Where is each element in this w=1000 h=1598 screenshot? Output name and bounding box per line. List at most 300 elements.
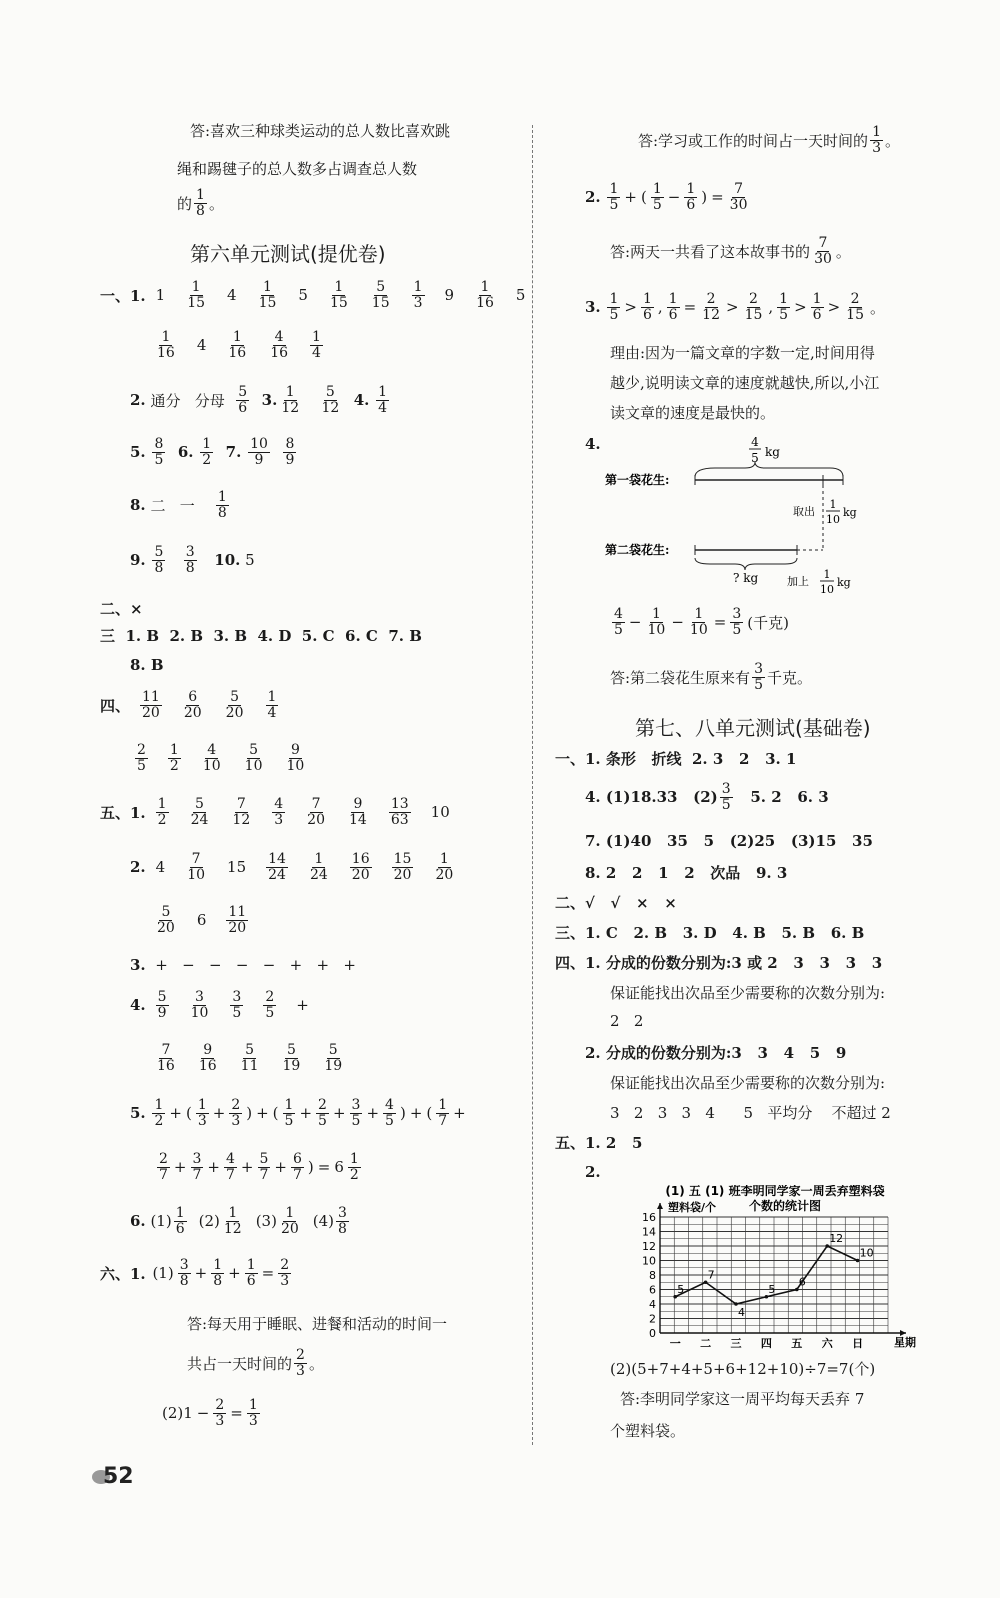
- denominator: 63: [390, 811, 409, 828]
- data-label: 6: [798, 1275, 806, 1289]
- diagram-top-numerator: 4: [751, 435, 759, 449]
- expr-token: +: [366, 1104, 380, 1123]
- fraction: [216, 490, 229, 520]
- value: 9: [444, 286, 455, 305]
- denominator: 5: [265, 1004, 275, 1021]
- denominator: 5: [652, 196, 662, 213]
- fraction: [389, 797, 411, 827]
- s3: [100, 625, 422, 646]
- answer-text: 答:喜欢三种球类运动的总人数比喜欢跳: [190, 122, 451, 140]
- r9: [610, 1012, 643, 1030]
- section-title: 第六单元测试(提优卷): [190, 242, 386, 266]
- expr-token: ): [246, 1104, 253, 1123]
- text: 读文章的速度是最快的。: [610, 404, 776, 422]
- fraction: [266, 852, 288, 882]
- denominator: 3: [215, 1412, 225, 1429]
- fraction: [189, 990, 211, 1020]
- r1: [555, 748, 796, 769]
- denominator: 9: [285, 451, 295, 468]
- fraction: [641, 292, 654, 322]
- fraction: [201, 743, 223, 773]
- fraction: [248, 437, 270, 467]
- numerator: 5: [195, 796, 204, 812]
- fraction: [156, 990, 169, 1020]
- numerator: 13: [390, 796, 409, 812]
- denominator: 12: [281, 399, 300, 416]
- expr-token: =: [317, 1158, 331, 1177]
- expr-token: −: [671, 613, 684, 632]
- denominator: 10: [187, 866, 206, 883]
- fraction: [239, 1043, 261, 1073]
- numerator: 7: [818, 235, 828, 251]
- denominator: 8: [213, 1272, 223, 1289]
- s5-q4-row1: [130, 990, 319, 1020]
- fraction: [383, 1098, 396, 1128]
- value: +: [296, 996, 309, 1015]
- fraction: [667, 292, 680, 322]
- denominator: 20: [157, 919, 175, 936]
- diagram-take-label: 取出: [793, 505, 815, 518]
- section-title: 第七、八单元测试(基础卷): [635, 716, 871, 740]
- r6: [555, 922, 864, 943]
- fraction: [266, 690, 279, 720]
- text: 保证能找出次品至少需要称的次数分别为:: [610, 984, 886, 1002]
- numerator: 3: [192, 1151, 202, 1167]
- diagram-brace-bottom: [695, 558, 797, 570]
- numerator: 1: [232, 329, 242, 345]
- denominator: 15: [846, 306, 864, 323]
- fraction: [844, 292, 866, 322]
- denominator: 20: [393, 866, 412, 883]
- denominator: 5: [137, 757, 146, 774]
- r-q3-reason3: [610, 402, 775, 423]
- numerator: 1: [191, 279, 201, 295]
- denominator: 10: [689, 621, 708, 638]
- numerator: 10: [250, 436, 268, 452]
- fraction: [350, 852, 372, 882]
- diagram-add-label: 加上: [787, 575, 809, 588]
- text: (4): [312, 1212, 335, 1231]
- fraction: [155, 1043, 177, 1073]
- numerator: 5: [161, 904, 171, 920]
- numerator: 6: [188, 689, 198, 705]
- denominator: 3: [280, 1272, 290, 1289]
- text: 答:两天一共看了这本故事书的: [610, 242, 811, 261]
- diagram-add-numerator: 1: [823, 568, 831, 581]
- denominator: 16: [270, 344, 289, 361]
- q8: [130, 490, 231, 520]
- numerator: 16: [351, 851, 370, 867]
- r14-label: [585, 1163, 601, 1181]
- numerator: 1: [334, 279, 344, 295]
- denominator: 30: [814, 250, 832, 267]
- denominator: 7: [259, 1166, 269, 1183]
- diagram-add-unit: kg: [837, 576, 851, 589]
- denominator: 6: [812, 306, 822, 323]
- diagram-unknown: ? kg: [733, 571, 759, 585]
- data-label: 5: [768, 1282, 776, 1296]
- fraction: [140, 690, 162, 720]
- numerator: 2: [215, 1397, 225, 1413]
- numerator: 1: [248, 1397, 258, 1413]
- question-label: 六、1.: [100, 1264, 146, 1283]
- fraction: [291, 1152, 304, 1182]
- s6-ans1: [187, 1313, 447, 1334]
- answer-line: [177, 158, 417, 179]
- expr-token: 6: [334, 1158, 344, 1177]
- expr-token: +: [228, 1264, 241, 1283]
- denominator: 16: [228, 344, 247, 361]
- q9-q10: [130, 545, 255, 575]
- denominator: 4: [267, 704, 277, 721]
- numerator: 3: [195, 989, 204, 1005]
- numerator: 5: [328, 1042, 338, 1058]
- text: 的: [177, 194, 193, 213]
- numerator: 11: [228, 904, 247, 920]
- expr-token: >: [827, 298, 841, 317]
- numerator: 1: [263, 279, 272, 295]
- diagram-bag2-label: 第二袋花生:: [605, 543, 670, 557]
- expr-token: +: [207, 1158, 220, 1177]
- numerator: 1: [686, 181, 696, 197]
- s5-q4-row2: [145, 1043, 354, 1073]
- fraction: [230, 797, 252, 827]
- r-q2: [585, 182, 752, 212]
- fraction: [152, 437, 165, 467]
- q5-q7: [130, 437, 298, 467]
- numerator: 7: [734, 181, 744, 197]
- fraction: [135, 743, 148, 773]
- denominator: 8: [196, 202, 205, 219]
- denominator: 4: [378, 399, 388, 416]
- fraction: [294, 1348, 307, 1378]
- r-q3: [585, 292, 887, 322]
- text: 答:第二袋花生原来有: [610, 668, 751, 687]
- fraction: [258, 1152, 271, 1182]
- numerator: 8: [285, 436, 295, 452]
- text: [369, 391, 374, 409]
- numerator: 1: [213, 1257, 223, 1273]
- expr-token: −: [196, 1404, 210, 1423]
- value: 5: [298, 286, 308, 305]
- text: 答:学习或工作的时间占一天时间的: [638, 131, 869, 150]
- y-axis-label: 塑料袋/个: [668, 1201, 717, 1214]
- s5-row2: [130, 852, 465, 882]
- question-label: 3.: [130, 956, 146, 974]
- expr-token: 。: [870, 298, 886, 317]
- fraction: [651, 182, 664, 212]
- fraction: [247, 1398, 260, 1428]
- question-label: 3.: [251, 391, 278, 410]
- expr-token: (: [426, 1104, 433, 1123]
- fraction: [182, 690, 204, 720]
- y-tick-label: 14: [642, 1225, 656, 1239]
- text: 千克。: [766, 668, 812, 687]
- denominator: 24: [309, 866, 328, 883]
- s1-row1: [100, 280, 535, 310]
- numerator: 5: [154, 544, 164, 560]
- question-label: 2.: [130, 391, 146, 410]
- value: 6: [196, 911, 207, 930]
- denominator: 2: [154, 1112, 164, 1129]
- numerator: 2: [749, 291, 758, 307]
- numerator: 2: [265, 989, 275, 1005]
- value: 15: [227, 858, 247, 877]
- text: [601, 188, 606, 206]
- numerator: 1: [161, 329, 171, 345]
- fraction: [245, 1258, 258, 1288]
- denominator: 10: [190, 1004, 209, 1021]
- numerator: 9: [290, 742, 300, 758]
- denominator: 12: [232, 811, 251, 828]
- fraction: [279, 1206, 301, 1236]
- r11: [610, 1072, 885, 1093]
- text: (3): [255, 1212, 277, 1231]
- numerator: 9: [203, 1042, 213, 1058]
- numerator: 1: [609, 291, 619, 307]
- numerator: 2: [296, 1347, 305, 1363]
- numerator: 1: [285, 1205, 295, 1221]
- numerator: 1: [609, 181, 619, 197]
- question-label: 5.: [130, 1104, 146, 1123]
- text: [272, 443, 282, 461]
- denominator: 5: [351, 1112, 361, 1129]
- fraction: [168, 743, 181, 773]
- fraction: [224, 1152, 237, 1182]
- answer-text: 绳和踢毽子的总人数多占调查总人数: [177, 160, 418, 178]
- expr-token: =: [713, 613, 727, 632]
- fraction: [224, 690, 246, 720]
- x-tick-label: 四: [760, 1337, 772, 1350]
- text: 。: [884, 131, 900, 150]
- numerator: 1: [246, 1257, 256, 1273]
- denominator: 2: [157, 811, 167, 828]
- text: 四、1. 分成的份数分别为:3 或 2 3 3 3 3: [555, 954, 883, 972]
- r-q2-ans: [610, 236, 851, 266]
- denominator: 16: [157, 1057, 175, 1074]
- text: 二、√ √ × ×: [555, 894, 677, 912]
- y-tick-label: 12: [642, 1240, 656, 1253]
- fraction: [870, 125, 883, 155]
- fraction: [155, 905, 177, 935]
- s5-q3: [130, 956, 356, 974]
- fraction: [268, 330, 290, 360]
- denominator: 15: [187, 294, 206, 311]
- text: 通分 分母: [145, 391, 235, 410]
- numerator: 5: [157, 989, 167, 1005]
- answer-text: 答:每天用于睡眠、进餐和活动的时间一: [187, 1315, 448, 1333]
- expr-token: +: [274, 1158, 287, 1177]
- denominator: 24: [190, 811, 209, 828]
- denominator: 10: [202, 757, 221, 774]
- value: 4: [155, 858, 166, 877]
- fraction: [752, 662, 765, 692]
- expr-token: (2)1: [162, 1404, 193, 1423]
- numerator: 5: [230, 689, 240, 705]
- denominator: 5: [732, 621, 742, 638]
- numerator: 2: [850, 291, 860, 307]
- fraction: [684, 182, 697, 212]
- text: 5. 2 6. 3: [734, 788, 829, 807]
- fraction: [156, 797, 169, 827]
- numerator: 1: [314, 851, 324, 867]
- denominator: 11: [240, 1057, 259, 1074]
- expr-token: +: [453, 1104, 466, 1123]
- numerator: 8: [154, 436, 164, 452]
- denominator: 8: [154, 559, 164, 576]
- question-label: 四、: [100, 696, 131, 715]
- text: 。: [835, 242, 851, 261]
- fraction: [230, 990, 243, 1020]
- denominator: 7: [226, 1166, 235, 1183]
- x-tick-label: 二: [700, 1337, 712, 1350]
- numerator: 1: [652, 181, 662, 197]
- question-label: 2.: [585, 1163, 601, 1181]
- fraction: [263, 990, 276, 1020]
- numerator: 1: [668, 291, 678, 307]
- numerator: 9: [353, 796, 363, 812]
- expr-token: =: [683, 298, 697, 317]
- fraction: [322, 1043, 344, 1073]
- question-label: 8.: [130, 496, 146, 515]
- denominator: 6: [238, 399, 248, 416]
- x-axis-label: 星期: [894, 1336, 916, 1349]
- fraction: [174, 1206, 187, 1236]
- fraction: [730, 607, 743, 637]
- s1-row2: [145, 330, 333, 360]
- fraction: [308, 852, 330, 882]
- fraction: [200, 437, 213, 467]
- denominator: 4: [312, 344, 321, 361]
- data-label: 5: [677, 1282, 685, 1296]
- numerator: 1: [157, 796, 167, 812]
- denominator: 5: [609, 196, 619, 213]
- section-3: 三 1. B 2. B 3. B 4. D 5. C 6. C 7. B: [100, 627, 422, 645]
- denominator: 6: [246, 1272, 256, 1289]
- question-label: 2.: [130, 858, 146, 877]
- y-tick-label: 10: [642, 1254, 656, 1268]
- numerator: 1: [812, 291, 822, 307]
- fraction: [185, 280, 207, 310]
- fraction: [226, 330, 248, 360]
- y-axis-arrow: [657, 1203, 663, 1209]
- fraction: [283, 437, 296, 467]
- data-label: 4: [738, 1306, 745, 1319]
- denominator: 10: [286, 757, 305, 774]
- text: 答:李明同学家这一周平均每天丢弃 7: [620, 1390, 865, 1408]
- numerator: 5: [325, 384, 335, 400]
- numerator: 4: [207, 742, 217, 758]
- r-ans0: [638, 125, 900, 155]
- question-label: 9.: [130, 551, 146, 570]
- denominator: 5: [318, 1112, 327, 1129]
- text: 理由:因为一篇文章的字数一定,时间用得: [610, 344, 875, 362]
- numerator: 4: [385, 1097, 394, 1113]
- r10: [585, 1042, 846, 1063]
- fraction: [370, 280, 392, 310]
- numerator: 4: [226, 1151, 235, 1167]
- numerator: 1: [480, 279, 490, 295]
- denominator: 14: [349, 811, 367, 828]
- value: 5: [515, 286, 526, 305]
- expr-token: +: [169, 1104, 182, 1123]
- value: 1: [155, 286, 166, 305]
- s6-q2: [160, 1398, 262, 1428]
- y-tick-label: 6: [649, 1283, 656, 1297]
- r15: [610, 1358, 875, 1379]
- fraction: [392, 852, 414, 882]
- r8: [610, 982, 885, 1003]
- fraction: [319, 385, 341, 415]
- s5-q6: [130, 1206, 361, 1236]
- denominator: 20: [183, 704, 202, 721]
- denominator: 3: [413, 294, 423, 311]
- numerator: 3: [351, 1097, 361, 1113]
- diagram-take-unit: kg: [843, 506, 857, 519]
- expr-token: (: [185, 1104, 192, 1123]
- y-tick-label: 2: [649, 1312, 656, 1326]
- text: 共占一天时间的: [187, 1354, 293, 1373]
- r-q3-reason1: [610, 342, 875, 363]
- text: 越少,说明读文章的速度就越快,所以,小江: [610, 374, 880, 392]
- text: 二 一: [145, 496, 214, 515]
- denominator: 7: [159, 1166, 168, 1183]
- fraction: [607, 182, 620, 212]
- x-tick-label: 一: [669, 1337, 681, 1350]
- numerator: 7: [311, 796, 321, 812]
- fraction: [279, 385, 301, 415]
- numerator: 5: [238, 384, 248, 400]
- denominator: 2: [202, 451, 212, 468]
- fraction: [184, 545, 197, 575]
- line-chart: [610, 1185, 940, 1360]
- numerator: 2: [706, 291, 716, 307]
- fraction: [283, 1098, 296, 1128]
- s5-q5-line2: [155, 1152, 363, 1182]
- numerator: 1: [413, 279, 423, 295]
- text: 五、1. 2 5: [555, 1134, 643, 1152]
- fraction: [347, 797, 369, 827]
- diagram-take-numerator: 1: [829, 498, 837, 511]
- fraction: [152, 1098, 165, 1128]
- text: (2): [198, 1212, 220, 1231]
- y-tick-label: 4: [649, 1298, 656, 1311]
- data-label: 10: [859, 1246, 874, 1260]
- numerator: 1: [438, 1097, 448, 1113]
- peanut-diagram: [605, 432, 875, 597]
- denominator: 8: [338, 1220, 347, 1237]
- expr-token: +: [173, 1158, 187, 1177]
- numerator: 1: [284, 1097, 294, 1113]
- x-tick-label: 三: [730, 1337, 742, 1350]
- r-q4-label: [585, 435, 601, 453]
- question-label: 4.: [585, 435, 601, 453]
- numerator: 4: [274, 329, 284, 345]
- fraction: [336, 1206, 349, 1236]
- denominator: 2: [349, 1166, 359, 1183]
- denominator: 20: [280, 1220, 299, 1237]
- denominator: 6: [642, 306, 652, 323]
- numerator: 7: [161, 1042, 171, 1058]
- value: 10: [430, 803, 450, 822]
- answer-line: [190, 120, 450, 141]
- denominator: 9: [157, 1004, 167, 1021]
- text: [167, 551, 181, 569]
- fraction: [211, 1258, 224, 1288]
- text: 7. (1)40 35 5 (2)25 (3)15 35: [585, 832, 873, 850]
- denominator: 5: [754, 676, 763, 693]
- section-title-line: [190, 238, 386, 267]
